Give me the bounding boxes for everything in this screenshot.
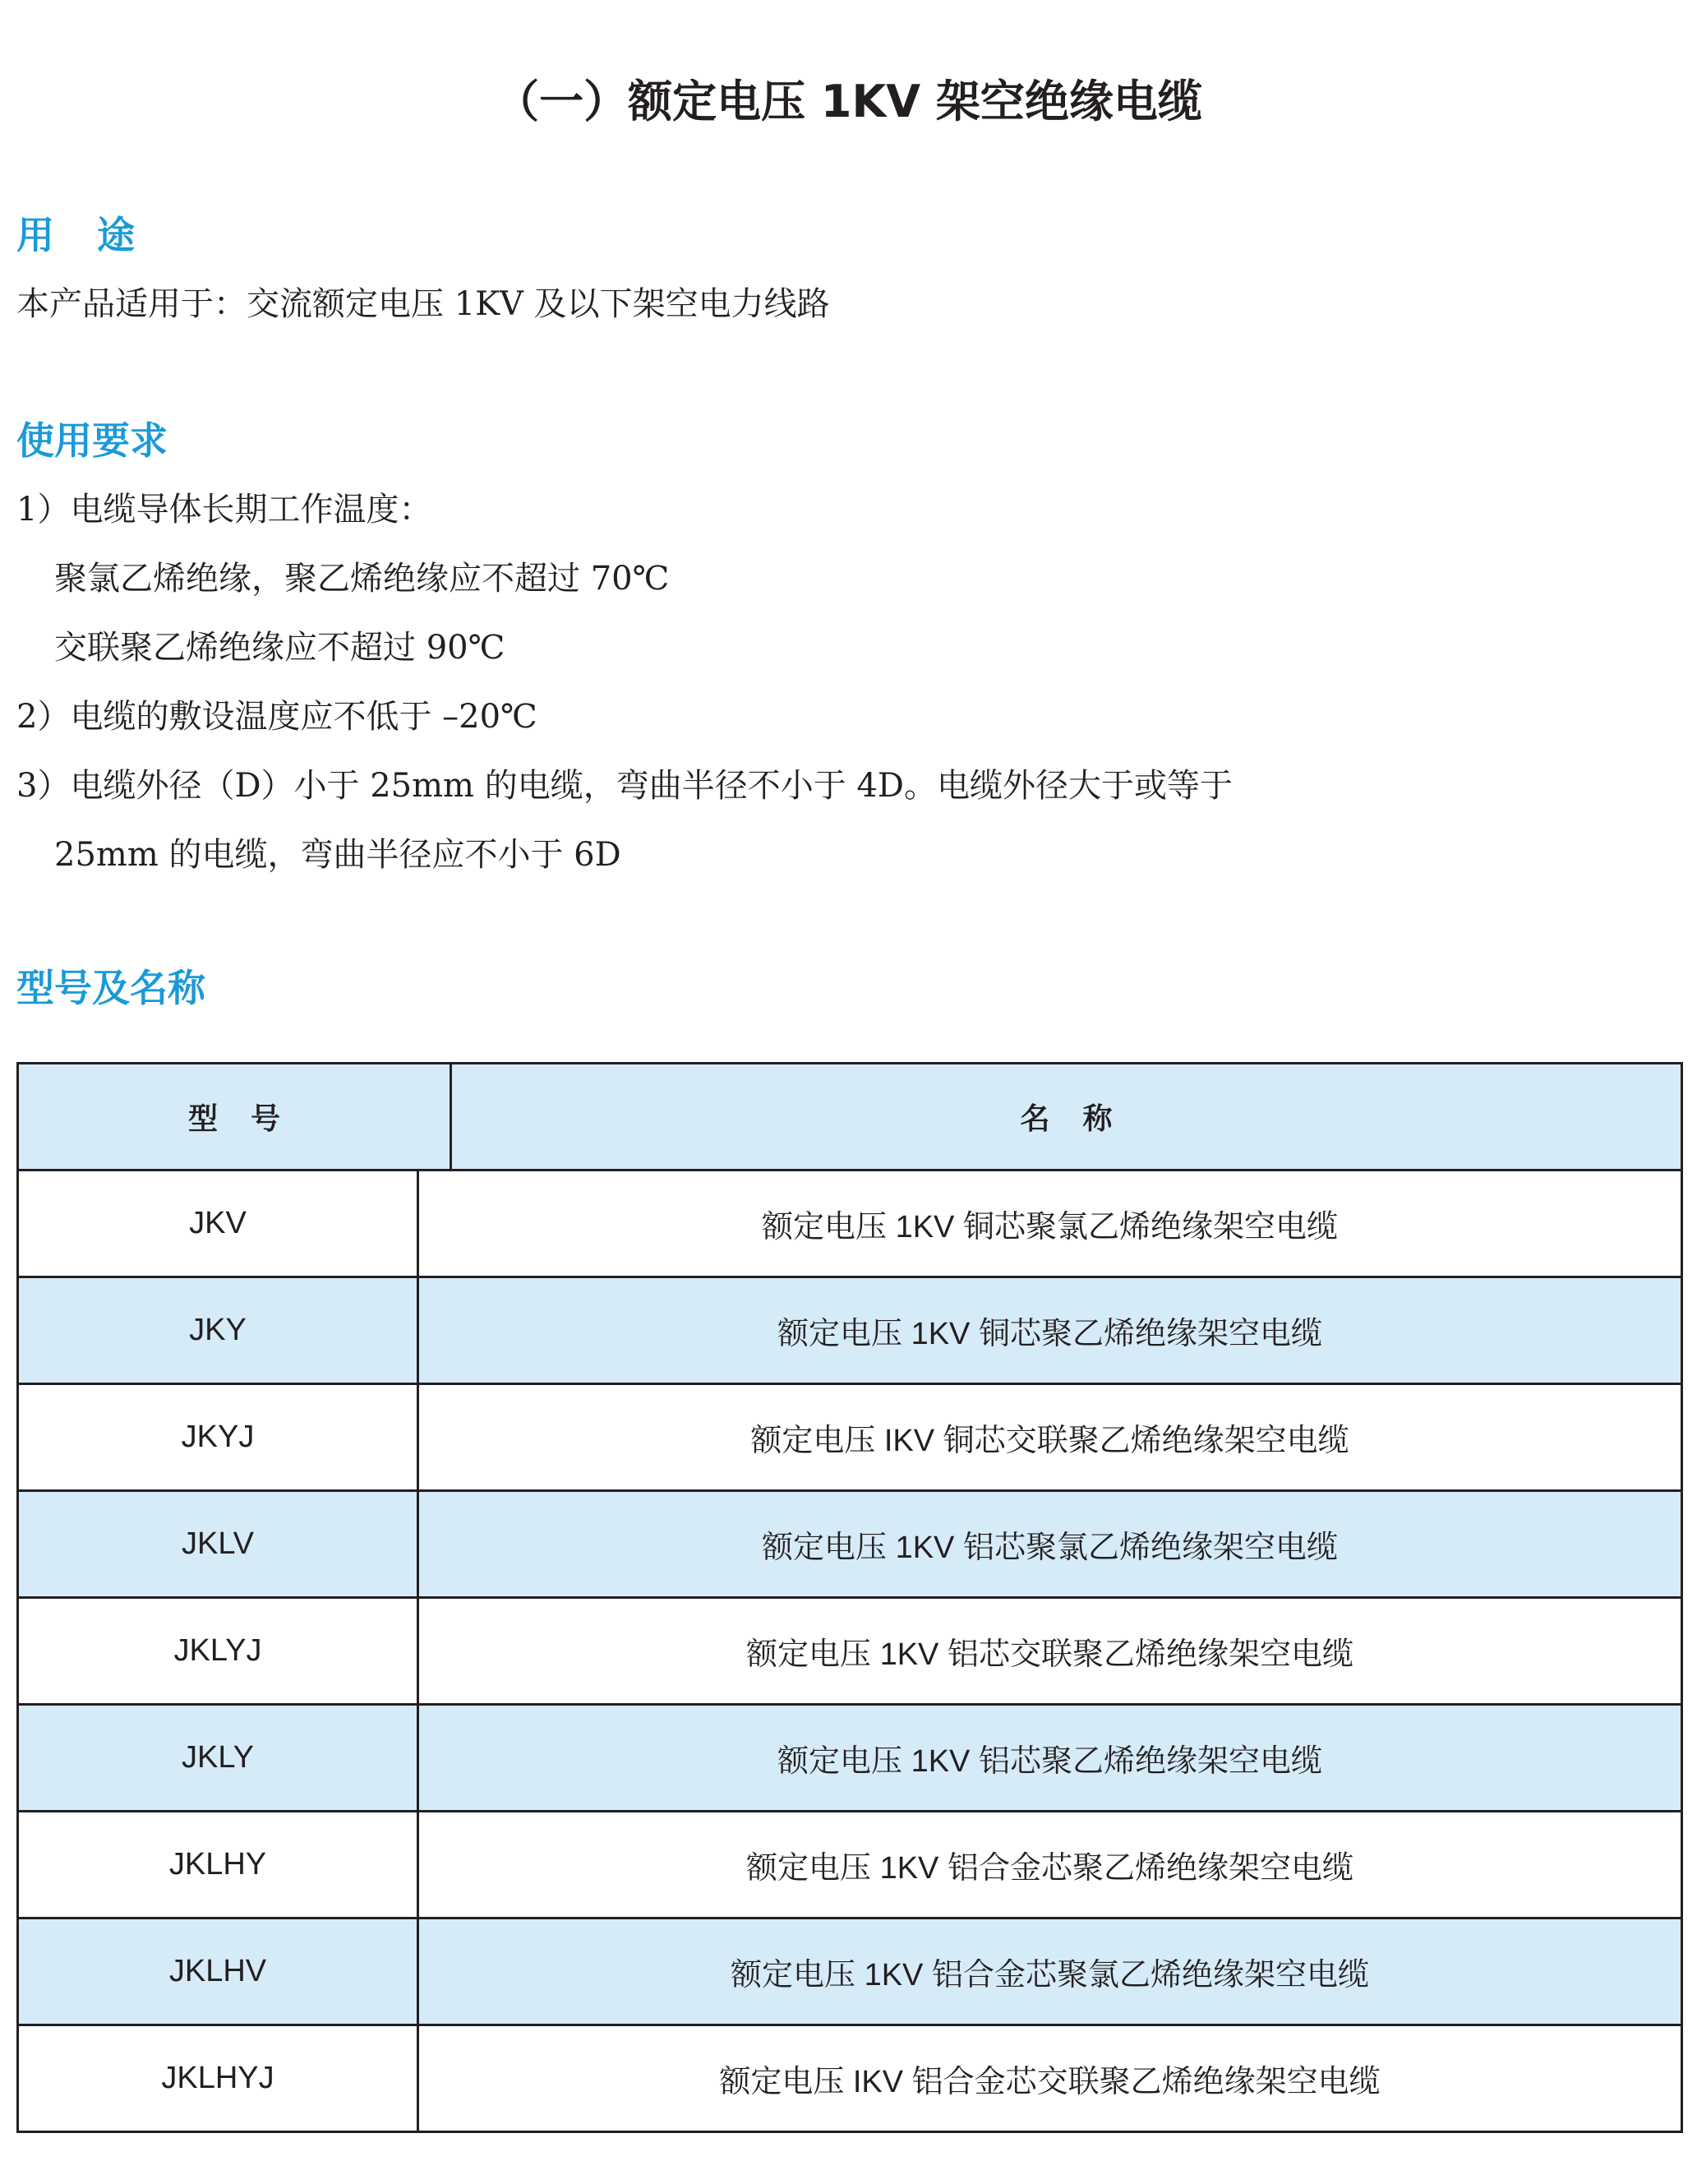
requirement-line: 25mm 的电缆，弯曲半径应不小于 6D bbox=[54, 836, 621, 874]
header-model: 型号 bbox=[19, 1064, 452, 1169]
usage-text: 本产品适用于：交流额定电压 1KV 及以下架空电力线路 bbox=[16, 285, 830, 323]
header-name: 名称 bbox=[1020, 1102, 1146, 1136]
section-heading-requirements: 使用要求 bbox=[16, 418, 168, 463]
cell-model: JKLHY bbox=[19, 1812, 419, 1917]
requirement-line: 3）电缆外径（D）小于 25mm 的电缆，弯曲半径不小于 4D。电缆外径大于或等于 bbox=[16, 767, 1233, 805]
table-row bbox=[19, 1385, 1681, 1492]
cell-name: 额定电压 1KV 铜芯聚氯乙烯绝缘架空电缆 bbox=[762, 1210, 1338, 1244]
cell-model: JKLYJ bbox=[19, 1599, 419, 1703]
cell-name: 额定电压 1KV 铝合金芯聚乙烯绝缘架空电缆 bbox=[746, 1851, 1353, 1886]
requirement-line: 聚氯乙烯绝缘，聚乙烯绝缘应不超过 70℃ bbox=[54, 560, 670, 598]
cell-model: JKLHV bbox=[19, 1919, 419, 2024]
table-header-row bbox=[19, 1064, 1681, 1171]
table-row bbox=[19, 2026, 1681, 2133]
table-row bbox=[19, 1706, 1681, 1812]
cell-name: 额定电压 1KV 铝芯聚氯乙烯绝缘架空电缆 bbox=[762, 1531, 1338, 1565]
requirement-line: 2）电缆的敷设温度应不低于 –20℃ bbox=[16, 698, 537, 736]
cell-model: JKV bbox=[19, 1171, 419, 1276]
cell-name: 额定电压 1KV 铜芯聚乙烯绝缘架空电缆 bbox=[777, 1317, 1322, 1351]
requirement-line: 1）电缆导体长期工作温度： bbox=[16, 491, 432, 529]
table-row bbox=[19, 1171, 1681, 1278]
cell-name: 额定电压 1KV 铝合金芯聚氯乙烯绝缘架空电缆 bbox=[731, 1958, 1369, 1992]
section-heading-usage: 用途 bbox=[16, 213, 178, 257]
cell-name: 额定电压 IKV 铜芯交联聚乙烯绝缘架空电缆 bbox=[750, 1424, 1349, 1458]
cell-name: 额定电压 IKV 铝合金芯交联聚乙烯绝缘架空电缆 bbox=[719, 2065, 1381, 2099]
cell-model: JKYJ bbox=[19, 1385, 419, 1489]
model-table bbox=[16, 1062, 1683, 2133]
page-title: （一）额定电压 1KV 架空绝缘电缆 bbox=[495, 76, 1202, 127]
cell-model: JKLY bbox=[19, 1706, 419, 1810]
table-row bbox=[19, 1278, 1681, 1385]
table-row bbox=[19, 1599, 1681, 1706]
cell-model: JKY bbox=[19, 1278, 419, 1383]
table-row bbox=[19, 1919, 1681, 2026]
table-row bbox=[19, 1492, 1681, 1599]
section-heading-models: 型号及名称 bbox=[16, 966, 205, 1010]
cell-model: JKLHYJ bbox=[19, 2026, 419, 2131]
cell-model: JKLV bbox=[19, 1492, 419, 1596]
cell-name: 额定电压 1KV 铝芯交联聚乙烯绝缘架空电缆 bbox=[746, 1637, 1353, 1672]
requirement-line: 交联聚乙烯绝缘应不超过 90℃ bbox=[54, 629, 505, 667]
table-row bbox=[19, 1812, 1681, 1919]
cell-name: 额定电压 1KV 铝芯聚乙烯绝缘架空电缆 bbox=[777, 1744, 1322, 1779]
